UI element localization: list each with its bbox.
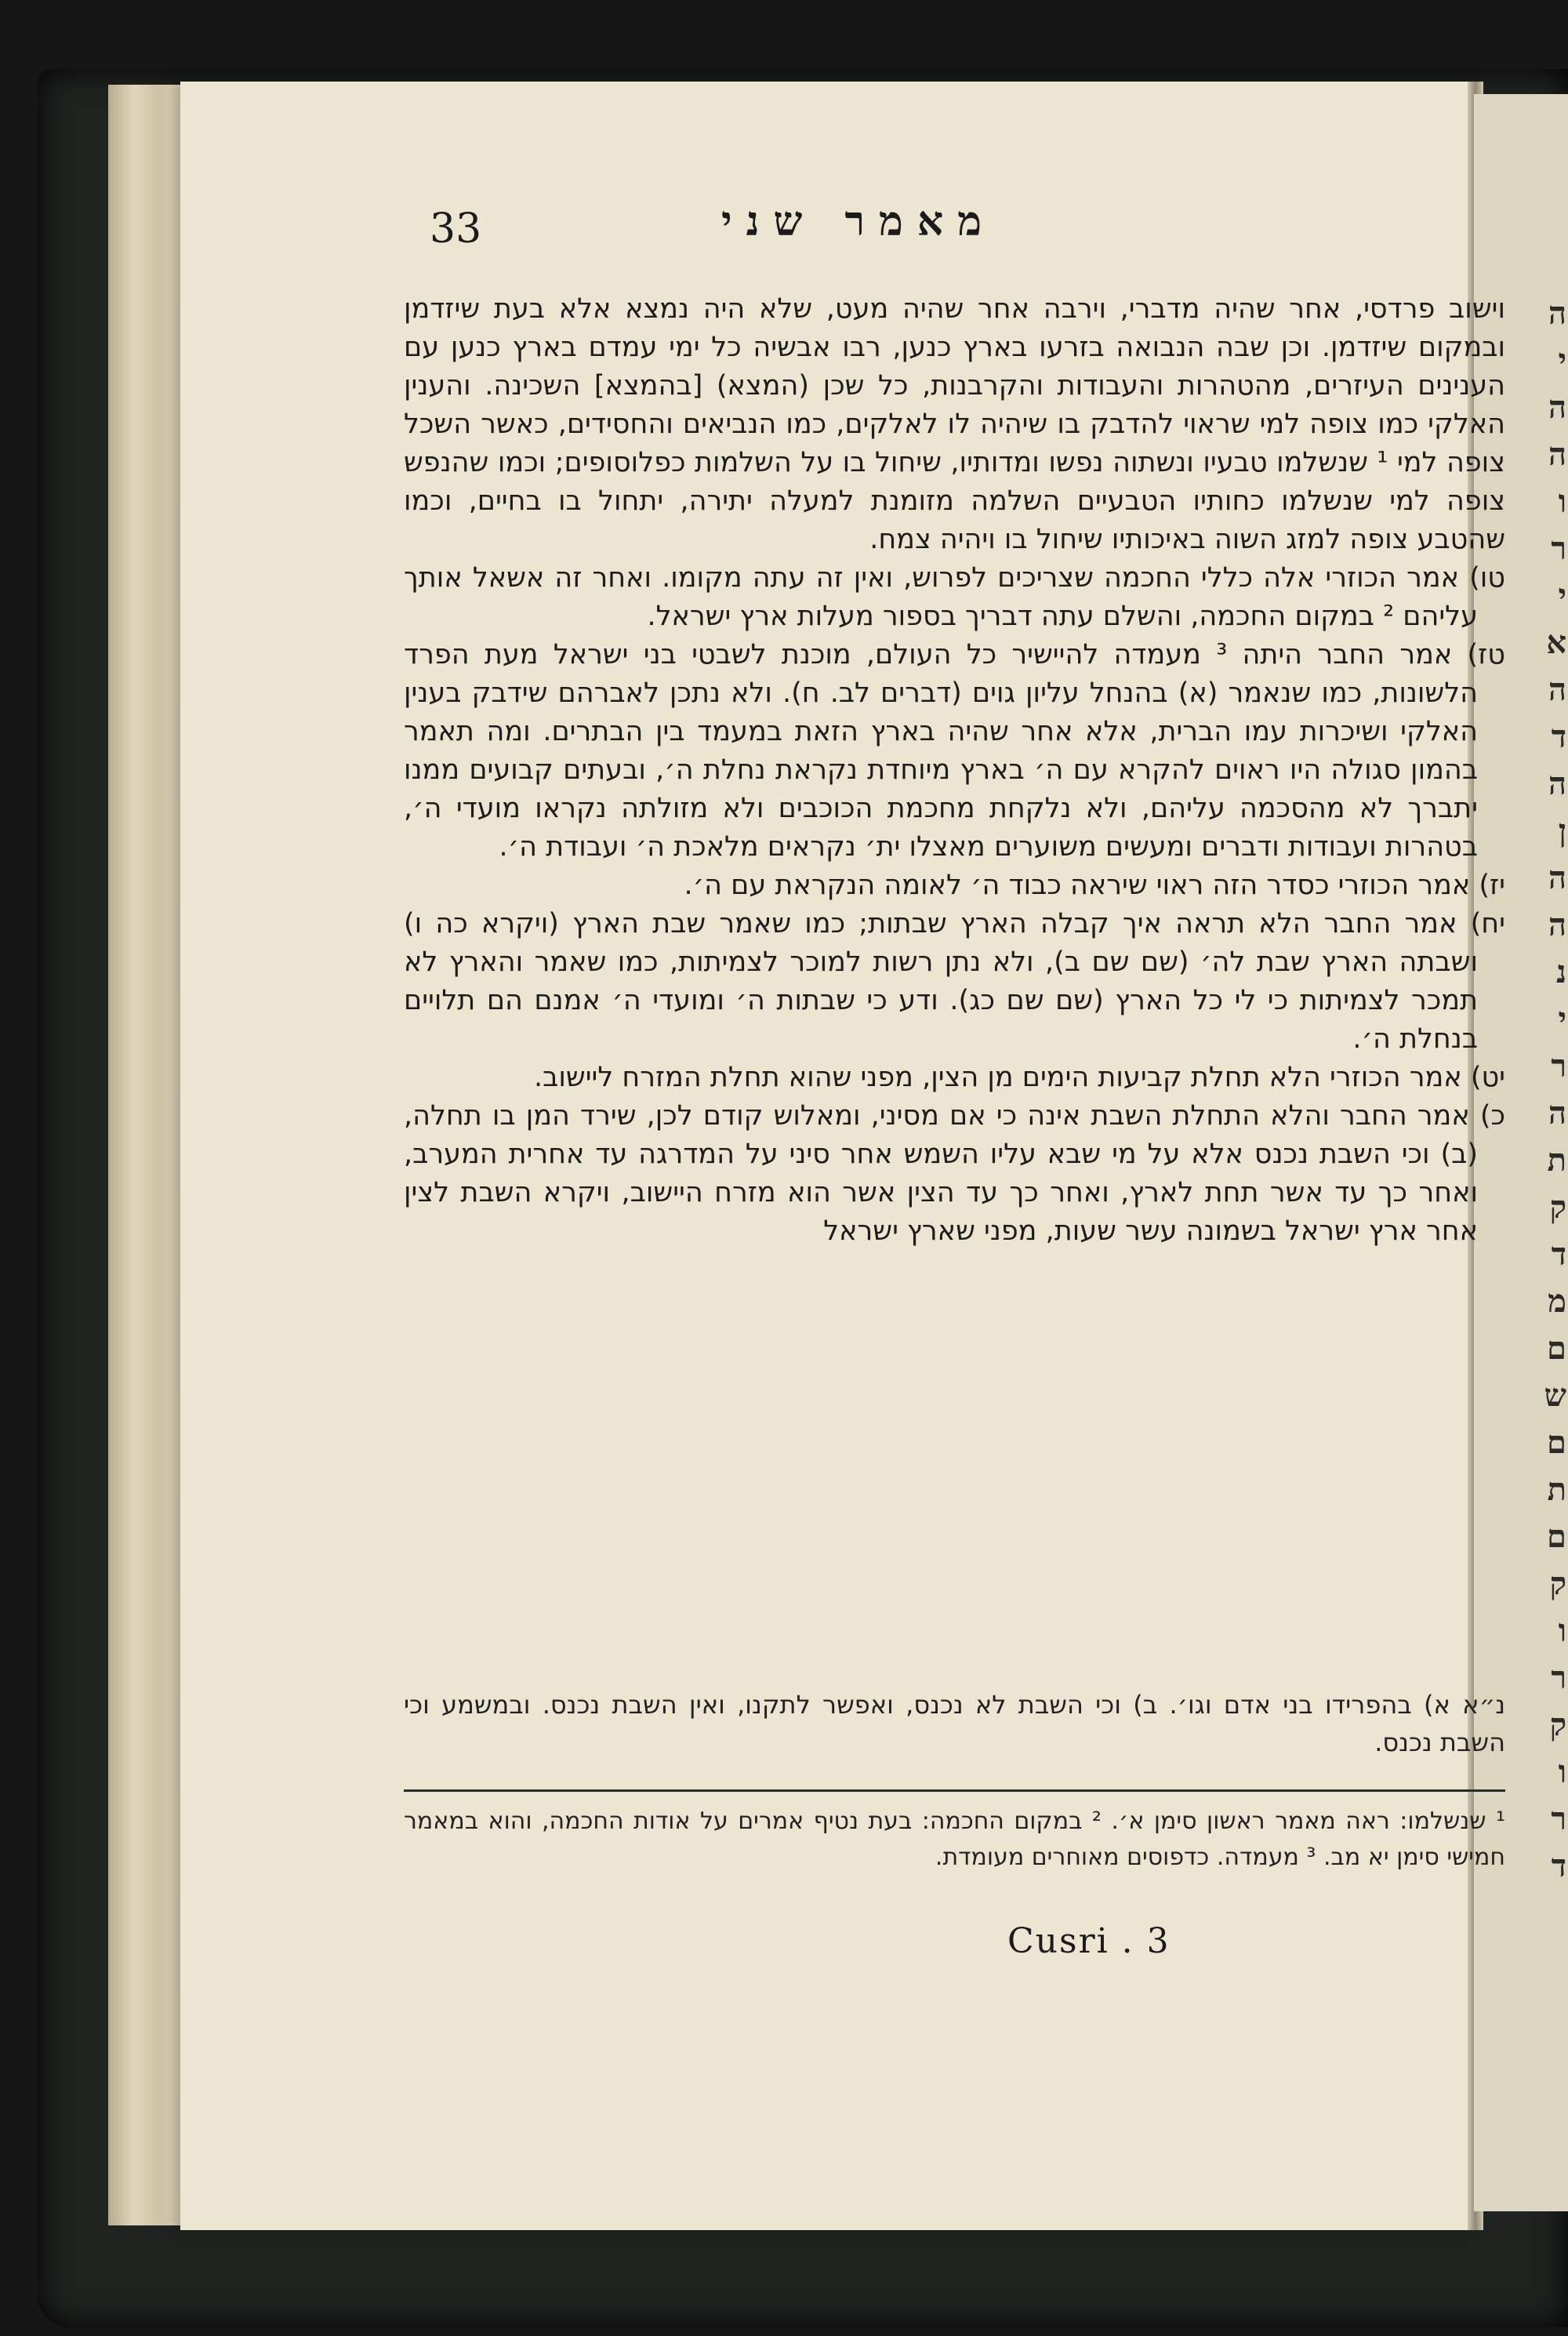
facing-page-letter: ר: [1551, 530, 1566, 567]
running-head: מאמר שני: [721, 198, 996, 245]
paragraph: יז) אמר הכוזרי כסדר הזה ראוי שיראה כבוד ה׳ לאומה הנקראת עם ה׳.: [684, 870, 1505, 901]
facing-page-letter: ר: [1551, 1800, 1566, 1837]
page-number: 33: [430, 205, 482, 252]
facing-page-letter: ו: [1558, 1753, 1566, 1790]
paragraph: טו) אמר הכוזרי אלה כללי החכמה שצריכים לפרוש, ואין זה עתה מקומו. ואחר זה אשאל אותך עליהם ² במקום החכמה, והשלם עתה דבריך בספור מעלות ארץ ישראל.: [404, 562, 1505, 632]
footnote-rule: [404, 1789, 1505, 1792]
signature-mark: Cusri . 3: [1007, 1921, 1171, 1961]
facing-page-letter: ק: [1549, 1189, 1566, 1226]
facing-page-letter: ה: [1548, 765, 1566, 802]
facing-page-letter: ה: [1548, 1095, 1566, 1132]
facing-page-letter: ם: [1547, 1424, 1566, 1461]
facing-page-letter: ה: [1548, 436, 1566, 473]
variant-notes: נ״א א) בהפרידו בני אדם וגו׳. ב) וכי השבת לא נכנס, ואפשר לתקנו, ואין השבת נכנס. ובמשמע וכי השבת נכנס.: [404, 1690, 1505, 1757]
facing-page-letter: ו: [1558, 1612, 1566, 1649]
paragraph: וישוב פרדסי, אחר שהיה מדברי, וירבה אחר שהיה מעט, שלא היה נמצא אלא בעת שיזדמן ובמקום שיזדמן. וכן שבה הנבואה בזרעו בארץ כנען, רבו אבשיה כל ימי עמדם בארץ כנען עם הענינים העיזרים, מהטהרות והעבודות והקרבנות, כל שכן (המצא) [בהמצא] השכינה. והענין האלקי כמו צופה למי שראוי להדבק בו שיהיה לו לאלקים, כמו הנביאים והחסידים, כאשר השכל צופה למי ¹ שנשלמו טבעיו ונשתוה נפשו ומדותיו, שיחול בו על השלמות כפלוסופים; וכמו שהנפש צופה למי שנשלמו כחותיו הטבעיים השלמה מזומנת למעלה יתירה, יתחול בו בחיים, וכמו שהטבע צופה למזג השוה באיכותיו שיחול בו ויהיה צמח.: [404, 293, 1505, 555]
facing-page-letter: ר: [1551, 1048, 1566, 1084]
facing-page-letter: ת: [1547, 1471, 1566, 1508]
facing-page-letter: י: [1558, 577, 1566, 614]
paragraph: יח) אמר החבר הלא תראה איך קבלה הארץ שבתות; כמו שאמר שבת הארץ (ויקרא כה ו) ושבתה הארץ שבת לה׳ (שם שם ב), ולא נתן רשות למוכר לצמיתות, כמו שאמר והארץ לא תמכר לצמיתות כי לי כל הארץ (שם שם כג). ודע כי שבתות ה׳ ומועדי ה׳ אמנם הם תלויים בנחלת ה׳.: [404, 908, 1505, 1055]
facing-page-letter: ם: [1547, 1330, 1566, 1367]
facing-page-letter: ד: [1551, 718, 1566, 755]
facing-page-letter: נ: [1555, 954, 1566, 990]
facing-page-letter: ה: [1548, 906, 1566, 943]
facing-page-letter: ר: [1551, 1659, 1566, 1696]
facing-page-letter: ד: [1551, 1847, 1566, 1884]
facing-page-letter: ק: [1549, 1565, 1566, 1602]
facing-page-letter: ד: [1551, 1236, 1566, 1273]
facing-page-letter: י: [1558, 1001, 1566, 1037]
facing-page-letter: ה: [1548, 389, 1566, 426]
facing-page-letter: ה: [1548, 671, 1566, 708]
paragraph: יט) אמר הכוזרי הלא תחלת קביעות הימים מן הצין, מפני שהוא תחלת המזרח ליישוב.: [534, 1062, 1505, 1093]
facing-page-letters: [1519, 290, 1566, 1890]
facing-page-letter: י: [1558, 342, 1566, 379]
facing-page-letter: ה: [1548, 295, 1566, 332]
facing-page-letter: ם: [1547, 1518, 1566, 1555]
facing-page-letter: ה: [1548, 859, 1566, 896]
facing-page-letter: ו: [1558, 483, 1566, 520]
facing-page-letter: מ: [1548, 1283, 1566, 1320]
paragraph: טז) אמר החבר היתה ³ מעמדה להיישיר כל העולם, מוכנת לשבטי בני ישראל מעת הפרד הלשונות, כמו שנאמר (א) בהנחל עליון גוים (דברים לב. ח). ולא נתכן לאברהם שידבק בענין האלקי ושיכרות עמו הברית, אלא אחר שהיה בארץ הזאת במעמד בין הבתרים. ומה תאמר בהמון סגולה היו ראוים להקרא עם ה׳ בארץ מיוחדת נקראת נחלת ה׳, ובעתים קבועים ממנו יתברך לא מהסכמה עליהם, ולא נלקחת מחכמת הכוכבים ולא מזולתה נקראו מועדי ה׳, בטהרות ועבודות ודברים ומעשים משוערים מאצלו ית׳ נקראים מלאכת ה׳ ועבודת ה׳.: [404, 639, 1505, 863]
main-text: [404, 290, 1505, 1251]
footnotes: ¹ שנשלמו: ראה מאמר ראשון סימן א׳. ² במקום החכמה: בעת נטיף אמרים על אודות החכמה, והוא במאמר חמישי סימן יא מב. ³ מעמדה. כדפוסים מאוחרים מעומדת.: [404, 1807, 1505, 1871]
facing-page-letter: א: [1546, 624, 1566, 661]
facing-page-letter: ש: [1544, 1377, 1566, 1414]
facing-page-letter: ק: [1549, 1706, 1566, 1743]
paragraph: כ) אמר החבר והלא התחלת השבת אינה כי אם מסיני, ומאלוש קודם לכן, שירד המן בו תחלה, (ב) וכי השבת נכנס אלא על מי שבא עליו השמש אחר סיני על המדרגה עד אחרית המערב, ואחר כך עד אשר תחת לארץ, ואחר כך עד הצין אשר הוא מזרח היישוב, ויקרא השבת לצין אחר ארץ ישראל בשמונה עשר שעות, מפני שארץ ישראל: [404, 1100, 1505, 1247]
facing-page-letter: ן: [1558, 812, 1566, 849]
facing-page-letter: ת: [1547, 1142, 1566, 1179]
